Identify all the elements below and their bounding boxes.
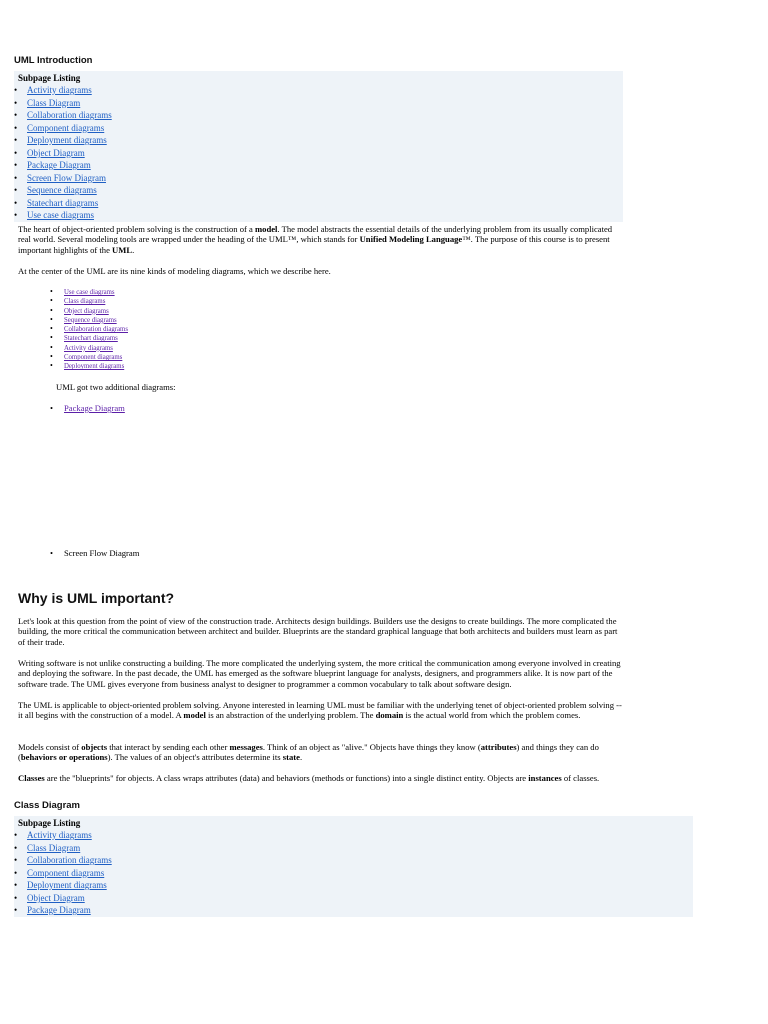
list-item <box>14 904 693 917</box>
list-item <box>14 122 623 135</box>
subpage-link-collaboration-diagrams[interactable]: Collaboration diagrams <box>27 110 112 120</box>
list-item <box>50 316 128 325</box>
subpage-link-class-diagram[interactable]: Class Diagram <box>27 842 81 853</box>
page-title: UML Introduction <box>14 55 93 66</box>
list-item <box>14 197 623 210</box>
diagram-link-list <box>50 288 128 372</box>
list-item <box>14 159 623 172</box>
subpage-list <box>14 84 623 222</box>
list-item <box>14 147 623 160</box>
list-item <box>50 334 128 343</box>
subpage-list <box>14 829 693 917</box>
subpage-link-component-diagrams[interactable]: Component diagrams <box>27 867 105 878</box>
package-diagram-link[interactable]: Package Diagram <box>64 403 125 413</box>
diagram-link-use-case[interactable]: Use case diagrams <box>64 289 115 296</box>
subpage-link-use-case-diagrams[interactable]: Use case diagrams <box>27 210 94 220</box>
list-item <box>50 325 128 334</box>
diagram-link-object[interactable]: Object diagrams <box>64 307 109 315</box>
why-paragraph-4: Models consist of objects that interact by sending each other messages. Think of an object as "alive." Objects have things they know (attributes) and things they can do (behaviors or operations). The values of an object's attributes determine its state. <box>18 742 599 763</box>
diagrams-intro-paragraph: At the center of the UML are its nine kinds of modeling diagrams, which we describe here. <box>18 266 331 276</box>
screen-flow-diagram-text: Screen Flow Diagram <box>64 548 140 558</box>
subpage-link-sequence-diagrams[interactable]: Sequence diagrams <box>27 185 97 195</box>
why-paragraph-1: Let's look at this question from the point of view of the construction trade. Architects design buildings. Builders use the designs to create buildings. The more complicated the building, the more critical the communication between architect and builder. Blueprints are the standard graphical language that both architects and builders must learn as part of their trade. <box>18 616 618 647</box>
diagram-link-component[interactable]: Component diagrams <box>64 354 123 362</box>
list-item <box>50 288 128 297</box>
diagram-link-sequence[interactable]: Sequence diagrams <box>64 316 117 324</box>
subpage-listing <box>14 816 693 917</box>
subpage-listing <box>14 71 623 222</box>
list-item <box>14 84 623 97</box>
why-paragraph-2: Writing software is not unlike constructing a building. The more complicated the underlying system, the more critical the communication among everyone involved in creating and deploying the software. In the past decade, the UML has emerged as the software blueprint language for analysts, designers, and programmers alike. It is now part of the software trade. The UML gives everyone from business analyst to designer to programmer a common vocabulary to talk about software design. <box>18 658 621 689</box>
intro-paragraph: The heart of object-oriented problem solving is the construction of a model. The model abstracts the essential details of the underlying problem from its usually complicated real world. Several modeling tools are wrapped under the heading of the UML™, which stands for Unified Modeling Language™. The purpose of this course is to present important highlights of the UML. <box>18 224 613 255</box>
subpage-link-package-diagram[interactable]: Package Diagram <box>27 905 91 915</box>
subpage-link-activity-diagrams[interactable]: Activity diagrams <box>27 830 92 840</box>
list-item <box>14 892 693 905</box>
subpage-link-screen-flow-diagram[interactable]: Screen Flow Diagram <box>27 172 106 183</box>
list-item <box>14 879 693 892</box>
section-heading: Why is UML important? <box>18 590 175 606</box>
subpage-link-deployment-diagrams[interactable]: Deployment diagrams <box>27 135 107 145</box>
list-item <box>14 867 693 880</box>
why-paragraph-3: The UML is applicable to object-oriented problem solving. Anyone interested in learning UML must be familiar with the underlying tenet of object-oriented problem solving -- it all begins with the construction of a model. A model is an abstraction of the underlying problem. The domain is the actual world from which the problem comes. <box>18 700 622 721</box>
subpage-link-activity-diagrams[interactable]: Activity diagrams <box>27 85 92 95</box>
subpage-link-class-diagram[interactable]: Class Diagram <box>27 97 81 108</box>
subpage-link-object-diagram[interactable]: Object Diagram <box>27 892 85 903</box>
list-item <box>14 829 693 842</box>
diagram-link-deployment[interactable]: Deployment diagrams <box>64 363 125 371</box>
diagram-link-class[interactable]: Class diagrams <box>64 298 106 306</box>
subpage-link-component-diagrams[interactable]: Component diagrams <box>27 122 105 133</box>
diagram-link-activity[interactable]: Activity diagrams <box>64 344 113 352</box>
list-item <box>50 307 128 316</box>
list-item <box>14 172 623 185</box>
list-item <box>14 184 623 197</box>
list-item <box>14 209 623 222</box>
list-item <box>50 362 128 371</box>
why-paragraph-5: Classes are the "blueprints" for objects. A class wraps attributes (data) and behaviors (methods or functions) into a single distinct entity. Objects are instances of classes. <box>18 773 600 783</box>
list-item <box>50 344 128 353</box>
list-item <box>14 97 623 110</box>
subpage-listing-title: Subpage Listing <box>18 818 81 828</box>
subpage-link-package-diagram[interactable]: Package Diagram <box>27 160 91 170</box>
diagram-link-statechart[interactable]: Statechart diagrams <box>64 335 118 343</box>
subpage-link-deployment-diagrams[interactable]: Deployment diagrams <box>27 880 107 890</box>
list-item <box>14 854 693 867</box>
subpage-link-object-diagram[interactable]: Object Diagram <box>27 147 85 158</box>
list-item <box>50 353 128 362</box>
diagram-link-collaboration[interactable]: Collaboration diagrams <box>64 326 128 334</box>
list-item <box>14 109 623 122</box>
list-item <box>50 297 128 306</box>
additional-diagrams-text: UML got two additional diagrams: <box>56 382 176 392</box>
list-item <box>14 134 623 147</box>
subpage-link-statechart-diagrams[interactable]: Statechart diagrams <box>27 197 99 208</box>
subpage-link-collaboration-diagrams[interactable]: Collaboration diagrams <box>27 855 112 865</box>
subpage-listing-title: Subpage Listing <box>18 73 81 83</box>
list-item <box>50 548 139 559</box>
list-item <box>50 403 125 414</box>
section-title: Class Diagram <box>14 800 81 811</box>
list-item <box>14 842 693 855</box>
